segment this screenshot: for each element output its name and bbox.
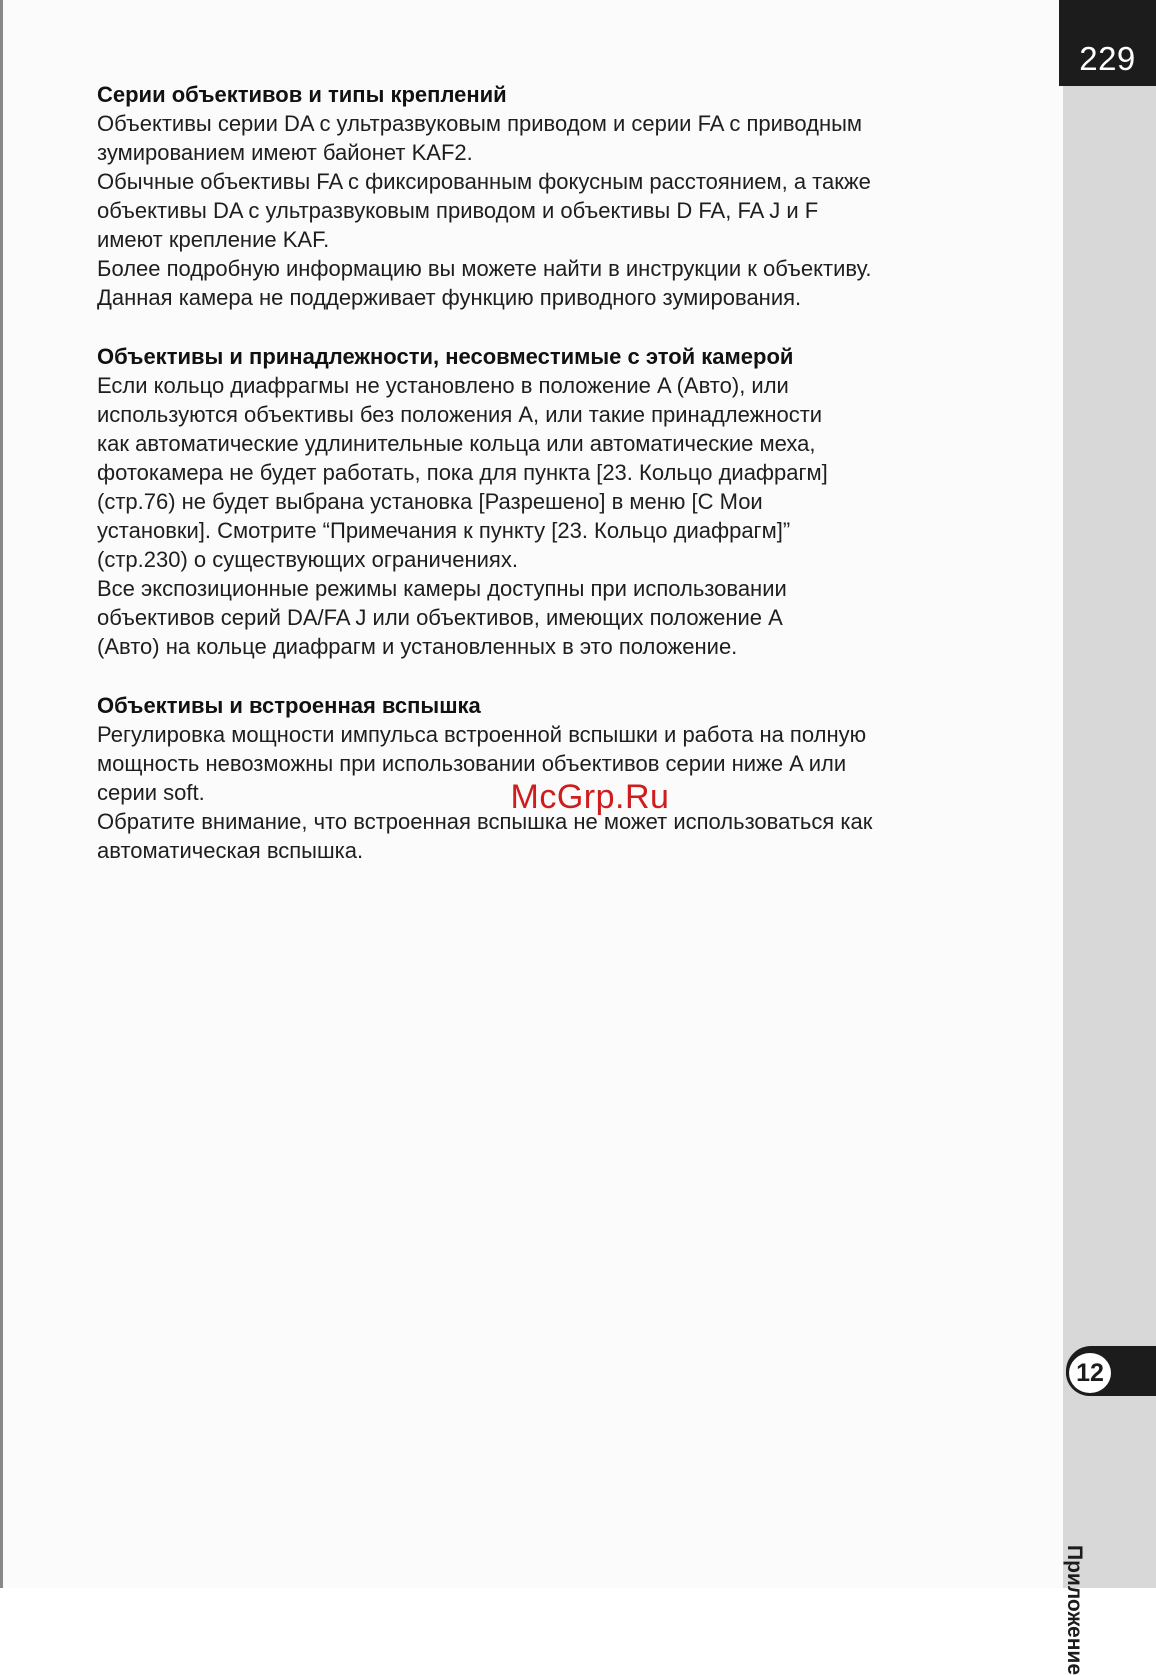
chapter-label: Приложение: [1063, 1545, 1086, 1675]
page-content: [97, 80, 1047, 895]
watermark: McGrp.Ru: [510, 778, 670, 816]
section-lens-series: [97, 80, 1047, 312]
paragraph: Более подробную информацию вы можете найти в инструкции к объективу.: [97, 256, 872, 281]
section-incompatible-lenses: [97, 342, 1047, 661]
page-number: 229: [1079, 40, 1136, 77]
paragraph: Обратите внимание, что встроенная вспышка не может использоваться как автоматическая вспышка.: [97, 809, 873, 863]
paragraph: Объективы серии DA с ультразвуковым приводом и серии FA с приводным зумированием имеют байонет KAF2.: [97, 111, 863, 165]
paragraph: Регулировка мощности импульса встроенной вспышки и работа на полную мощность невозможны при использовании объективов серии ниже A или серии soft.: [97, 722, 867, 805]
section-heading: Серии объективов и типы креплений: [97, 82, 507, 107]
section-heading: Объективы и принадлежности, несовместимые с этой камерой: [97, 344, 794, 369]
section-heading: Объективы и встроенная вспышка: [97, 693, 481, 718]
paragraph: Обычные объективы FA с фиксированным фокусным расстоянием, а также объективы DA с ультразвуковым приводом и объективы D FA, FA J и F имеют крепление KAF.: [97, 169, 871, 252]
paragraph: Данная камера не поддерживает функцию приводного зумирования.: [97, 285, 802, 310]
paragraph: Все экспозиционные режимы камеры доступны при использовании объективов серий DA/FA J или объективов, имеющих положение A (Авто) на кольце диафрагм и установленных в это положение.: [97, 576, 787, 659]
paragraph: Если кольцо диафрагмы не установлено в положение A (Авто), или используются объективы без положения A, или такие принадлежности как автоматические удлинительные кольца или автоматические меха, фотокамера не будет работать, пока для пункта [23. Кольцо диафрагм] (стр.76) не будет выбрана установка [Разрешено] в меню [C Мои установки]. Смотрите “Примечания к пункту [23. Кольцо диафрагм]” (стр.230) о существующих ограничениях.: [97, 373, 828, 572]
chapter-number-badge: 12: [1066, 1350, 1114, 1396]
